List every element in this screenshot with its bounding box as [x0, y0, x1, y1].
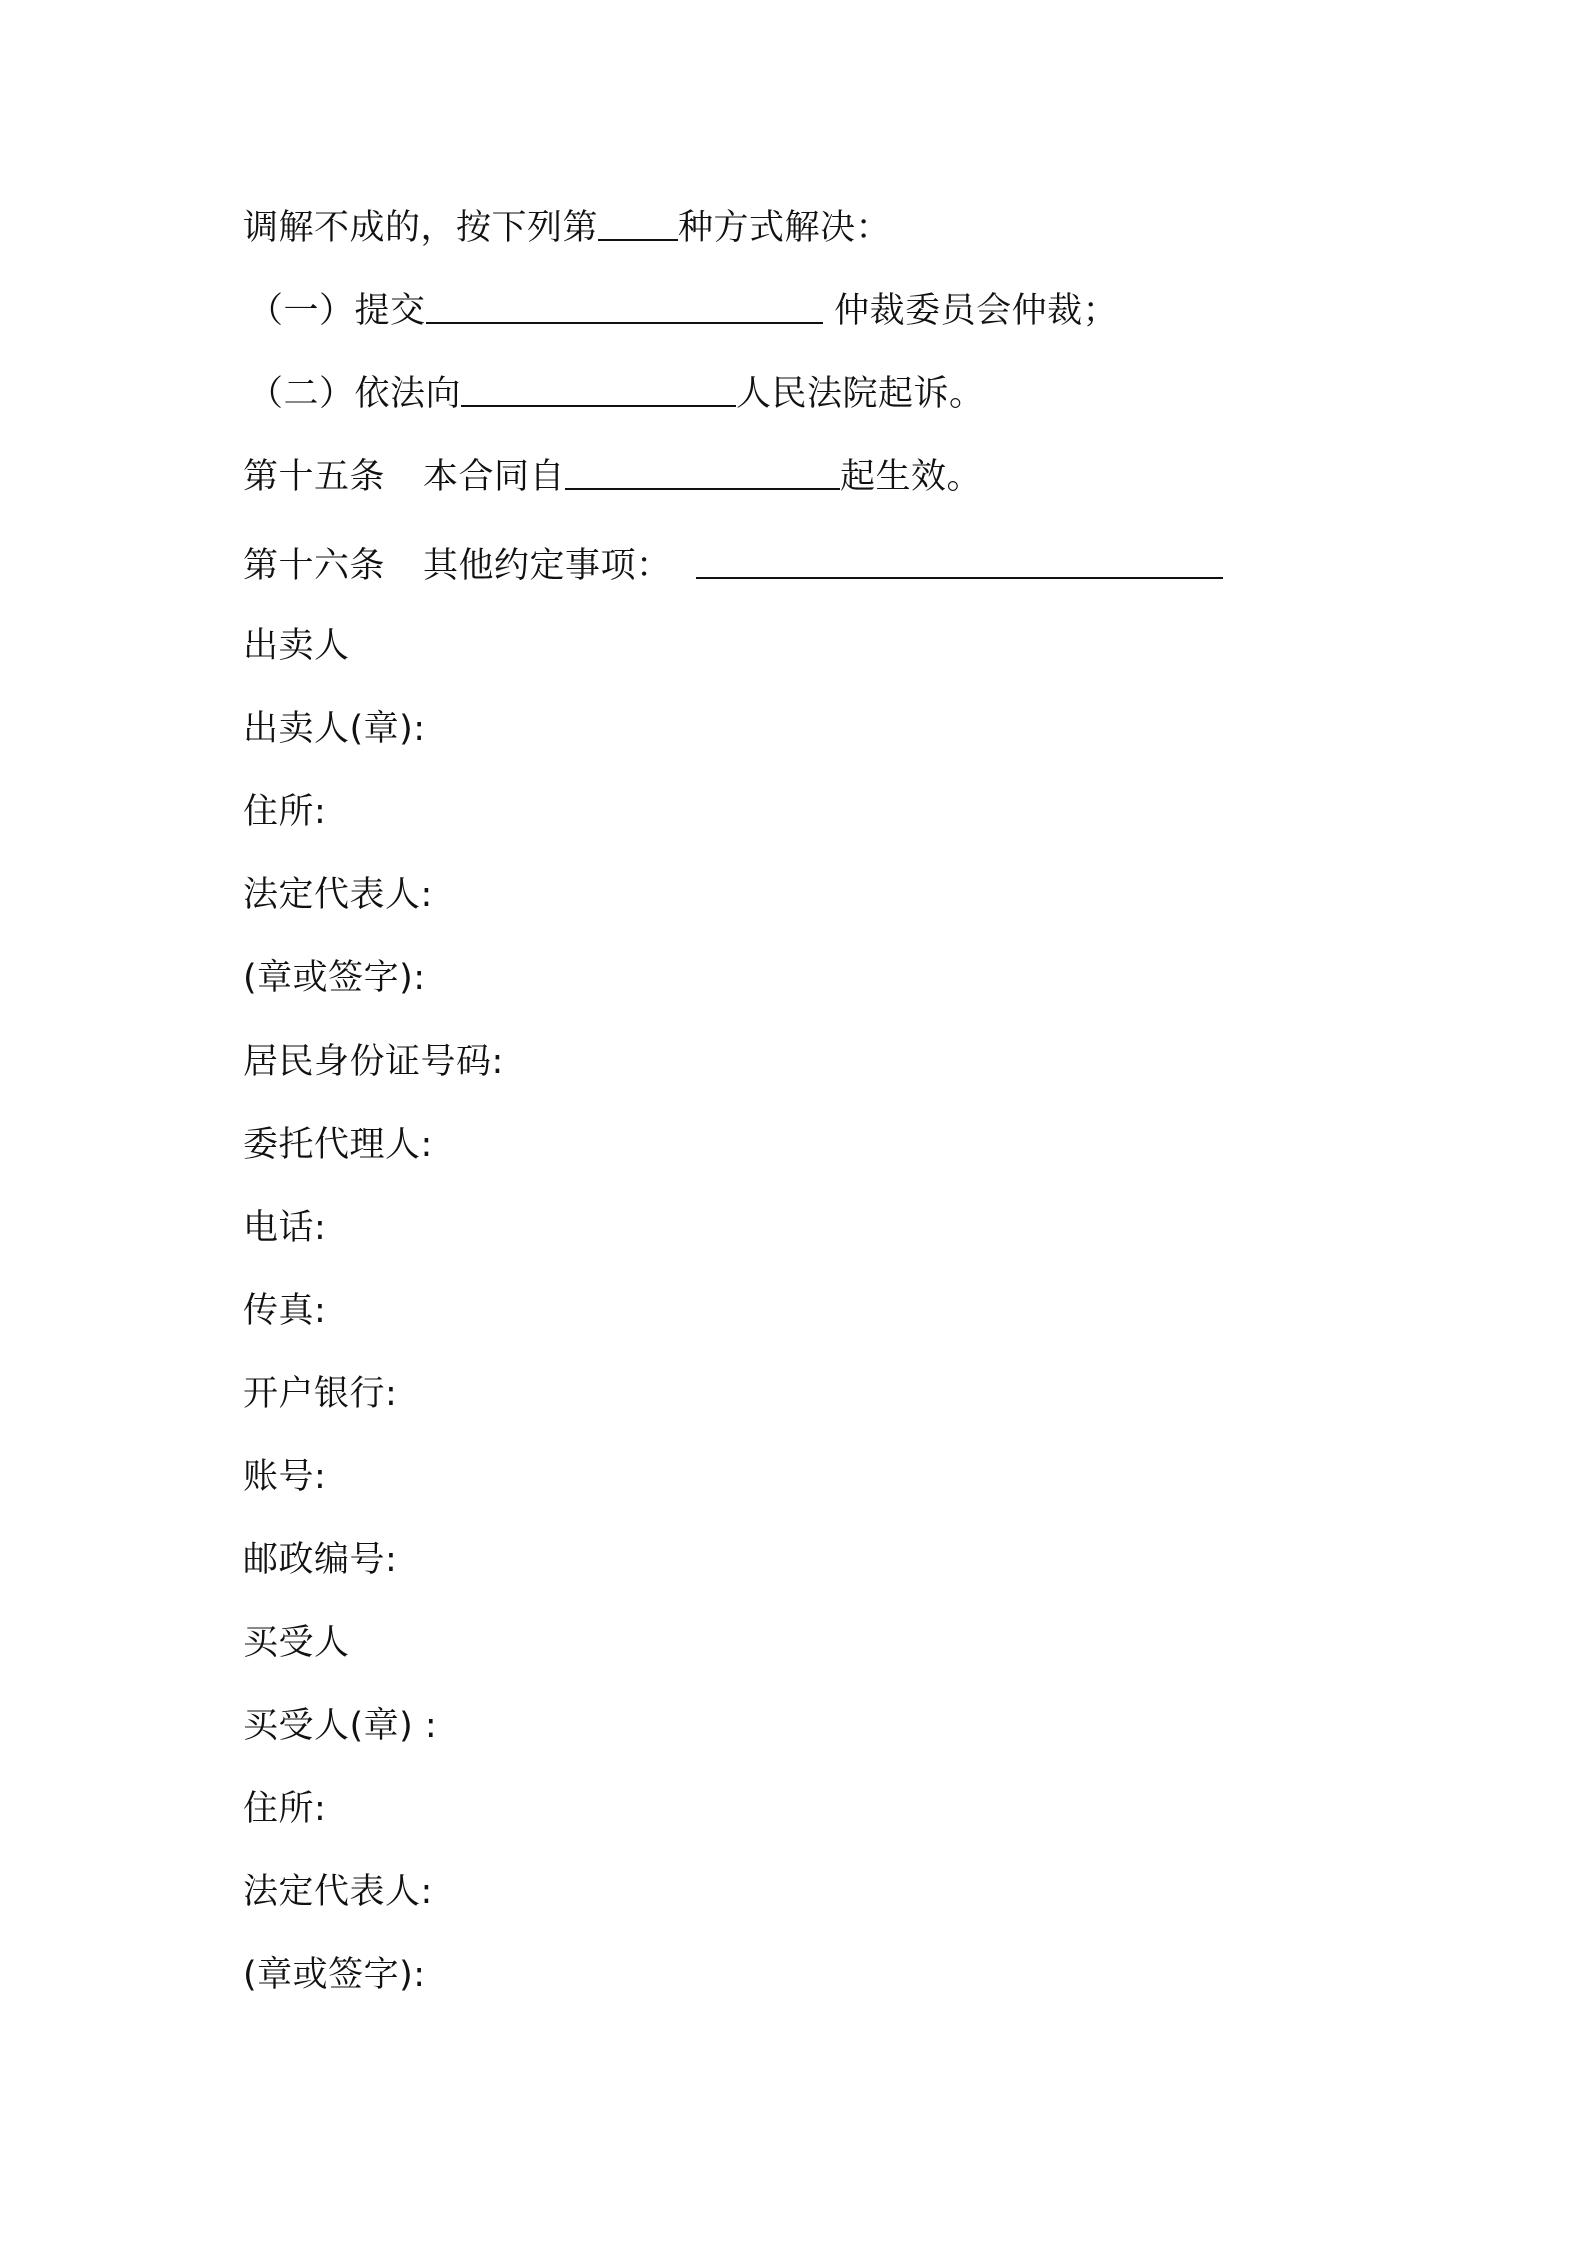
seller-agent-field: 委托代理人: [243, 1125, 433, 1165]
seller-bank-field: 开户银行: [243, 1374, 398, 1414]
seller-signature-field: (章或签字): [243, 958, 426, 998]
seller-heading: 出卖人 [243, 626, 350, 666]
buyer-legal-rep-field: 法定代表人: [243, 1872, 433, 1912]
article-16-text: 其他约定事项： [423, 546, 672, 586]
buyer-seal-field: 买受人(章) : [243, 1706, 438, 1746]
seller-account-field: 账号: [243, 1457, 327, 1497]
seller-phone-field: 电话: [243, 1208, 327, 1248]
method-number-blank[interactable] [598, 209, 678, 241]
buyer-address-field: 住所: [243, 1789, 327, 1829]
seller-fax-field: 传真: [243, 1291, 327, 1331]
seller-address-field: 住所: [243, 792, 327, 832]
article-15-text: 本合同自 [423, 457, 566, 497]
buyer-signature-field: (章或签字): [243, 1955, 426, 1995]
seller-id-number-field: 居民身份证号码: [243, 1042, 504, 1082]
option2-text-end: 人民法院起诉。 [736, 374, 985, 414]
dispute-intro [243, 206, 891, 250]
dispute-intro-text: 调解不成的，按下列第 [243, 208, 599, 248]
effective-date-blank[interactable] [565, 458, 840, 490]
option1-text: （一）提交 [248, 291, 426, 331]
article-16-label: 第十六条 [243, 546, 386, 586]
seller-postcode-field: 邮政编号: [243, 1540, 398, 1580]
court-name-blank[interactable] [461, 375, 736, 407]
option2-text: （二）依法向 [248, 374, 462, 414]
article-15 [243, 455, 982, 499]
arbitration-committee-blank[interactable] [426, 292, 823, 324]
article-15-label: 第十五条 [243, 457, 386, 497]
dispute-option-2 [248, 372, 985, 416]
seller-legal-rep-field: 法定代表人: [243, 875, 433, 915]
dispute-intro-text-end: 种方式解决： [678, 208, 892, 248]
article-16 [243, 544, 1223, 588]
other-matters-blank[interactable] [696, 547, 1223, 579]
option1-text-end: 仲裁委员会仲裁； [822, 291, 1119, 331]
article-15-text-end: 起生效。 [840, 457, 983, 497]
dispute-option-1 [248, 289, 1118, 333]
buyer-heading: 买受人 [243, 1623, 350, 1663]
seller-seal-field: 出卖人(章): [243, 709, 426, 749]
